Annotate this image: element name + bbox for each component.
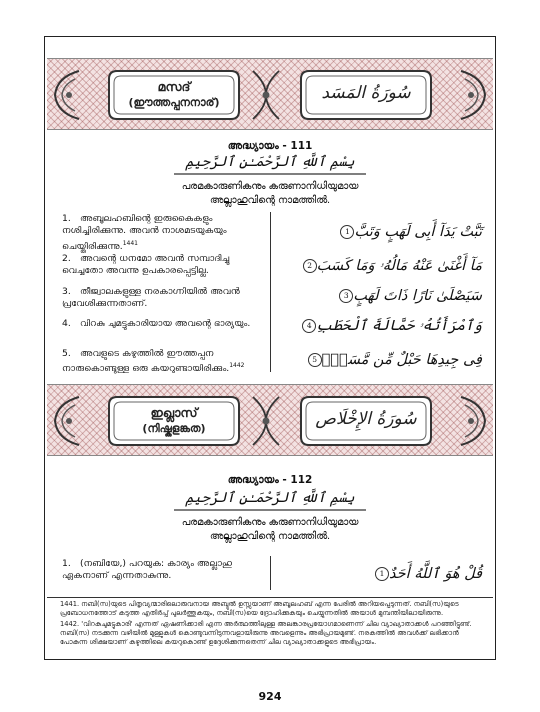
surah-title-ml: മസദ്: [157, 79, 191, 94]
verse-arabic: قُلْ هُوَ ٱللَّهُ أَحَدٌ1: [372, 566, 482, 582]
verse-translation: 1. (നബിയേ,) പറയുക: കാര്യം അല്ലാഹു ഏകനാണ് എന്നതാകുന്നു.: [62, 558, 233, 582]
title-cartouche-ml: [105, 393, 243, 449]
surah-banner-111: [47, 58, 493, 130]
verse-translation: 4. വിറകു ചുമട്ടുകാരിയായ അവന്റെ ഭാര്യയും.: [62, 318, 251, 329]
verse-number-mark: 2: [303, 259, 317, 273]
chapter-label: അദ്ധ്യായം - 111: [227, 140, 313, 152]
ornament-icon: [457, 393, 491, 449]
bismillah-text: بِسْمِ ٱللَّهِ ٱلرَّحْمَـٰنِ ٱلرَّحِيمِ: [185, 490, 355, 506]
verse-number-mark: 4: [302, 319, 316, 333]
footnote: 1441. നബി(സ)യുടെ പിതൃവ്യന്മാരിലൊരുവനായ അബ്ദുൽ ഉസ്സയാണ് അബൂലഹബ് എന്ന പേരിൽ അറിയപ്പെടുന്നത്. നബി(സ)യുടെ പ്രബോധനത്തോട് കടുത്ത എതിർപ്പ് പുലർത്തുകയും, നബി(സ)യെ ദ്രോഹിക്കുകയും ചെയ്യുന്നതിൽ അയാൾ മുമ്പന്തിയിലായിരുന്നു.: [60, 600, 459, 618]
bismillah-translation-line1: പരമകാരുണികനും കരുണാനിധിയുമായ: [181, 181, 359, 192]
title-cartouche-ar: [297, 393, 435, 449]
surah-title-ar: سُورَةُ المَسَد: [321, 83, 411, 103]
surah-subtitle-ml: (ഈത്തപ്പനനാര്): [128, 96, 220, 109]
verse-arabic: وَٱمْرَأَتُهُۥ حَمَّالَةَ ٱلْحَطَبِ4: [299, 318, 482, 334]
bismillah-translation-line2: അല്ലാഹുവിന്റെ നാമത്തിൽ.: [209, 195, 331, 206]
title-cartouche-ml: [105, 67, 243, 123]
surah-banner-112: [47, 384, 493, 456]
verse-number-mark: 3: [339, 289, 353, 303]
bismillah-text: بِسْمِ ٱللَّهِ ٱلرَّحْمَـٰنِ ٱلرَّحِيمِ: [185, 154, 355, 170]
title-cartouche-ar: [297, 67, 435, 123]
surah-subtitle-ml: (നിഷ്കളങ്കത): [142, 422, 206, 435]
bismillah: [170, 152, 370, 180]
ornament-icon: [457, 67, 491, 123]
verse-translation: 2. അവന്റെ ധനമോ അവൻ സമ്പാദിച്ചു വെച്ചതോ അവന്നു ഉപകാരപ്പെട്ടില്ല.: [62, 253, 230, 277]
verse-translation: 5. അവളുടെ കഴുത്തിൽ ഈത്തപ്പന നാരുകൊണ്ടുള്ള ഒരു കയറുണ്ടായിരിക്കും.$^{1442}$: [62, 348, 245, 375]
surah-title-ml: ഇഖ്ലാസ്: [150, 405, 198, 420]
verse-arabic: سَيَصْلَىٰ نَارًا ذَاتَ لَهَبٍ3: [336, 288, 482, 304]
column-divider: [270, 212, 271, 372]
ornament-icon: [249, 393, 283, 449]
verse-number-mark: 5: [308, 353, 322, 367]
footnote: 1442. 'വിറകുചുമട്ടുകാരി' എന്നത് ഏഷണിക്കാരി എന്ന അർത്ഥത്തിലുള്ള അലങ്കാരപ്രയോഗമാണെന്ന് ചില വ്യാഖ്യാതാക്കൾ പറഞ്ഞിട്ടുണ്ട്. നബി(സ) നടക്കുന്ന വഴിയിൽ മുള്ളുകൾ കൊണ്ടുവന്നിടുന്നവളായിരുന്നു അവളെന്നും അഭിപ്രായമുണ്ട്. നരകത്തിൽ അവൾക്ക് ലഭിക്കാൻ പോകുന്ന ശിക്ഷയാണ് കഴുത്തിലെ കയറുകൊണ്ട് ഉദ്ദേശിക്കുന്നതെന്ന് ചില വ്യാഖ്യാതാക്കളുടെ അഭിപ്രായം.: [60, 620, 472, 647]
verse-arabic: فِى جِيدِهَا حَبْلٌ مِّن مَّسَدٍۭ5: [305, 352, 482, 368]
verse-arabic: تَبَّتْ يَدَآ أَبِى لَهَبٍ وَتَبَّ1: [337, 224, 482, 240]
verse-arabic: مَآ أَغْنَىٰ عَنْهُ مَالُهُۥ وَمَا كَسَبَ2: [300, 258, 482, 274]
column-divider: [270, 556, 271, 590]
ornament-icon: [49, 67, 83, 123]
verse-translation: 3. തീജ്വാലകളുള്ള നരകാഗ്നിയിൽ അവൻ പ്രവേശിക്കുന്നതാണ്.: [62, 286, 240, 310]
ornament-icon: [249, 67, 283, 123]
verse-number-mark: 1: [375, 567, 389, 581]
bismillah-translation-line1: പരമകാരുണികനും കരുണാനിധിയുമായ: [181, 517, 359, 528]
verse-number-mark: 1: [340, 225, 354, 239]
footnote-separator: [47, 597, 493, 598]
surah-title-ar: سُورَةُ الإِخْلَاص: [315, 409, 417, 429]
page-number: 924: [258, 690, 282, 703]
verse-translation: 1. അബൂലഹബിന്റെ ഇരുകൈകളും നശിച്ചിരിക്കുന്നു. അവൻ നാശമടയുകയും ചെയ്തിരിക്കുന്നു.$^{1441}$: [62, 213, 227, 252]
bismillah-translation-line2: അല്ലാഹുവിന്റെ നാമത്തിൽ.: [209, 531, 331, 542]
chapter-label: അദ്ധ്യായം - 112: [227, 474, 313, 486]
bismillah: [170, 488, 370, 516]
ornament-icon: [49, 393, 83, 449]
